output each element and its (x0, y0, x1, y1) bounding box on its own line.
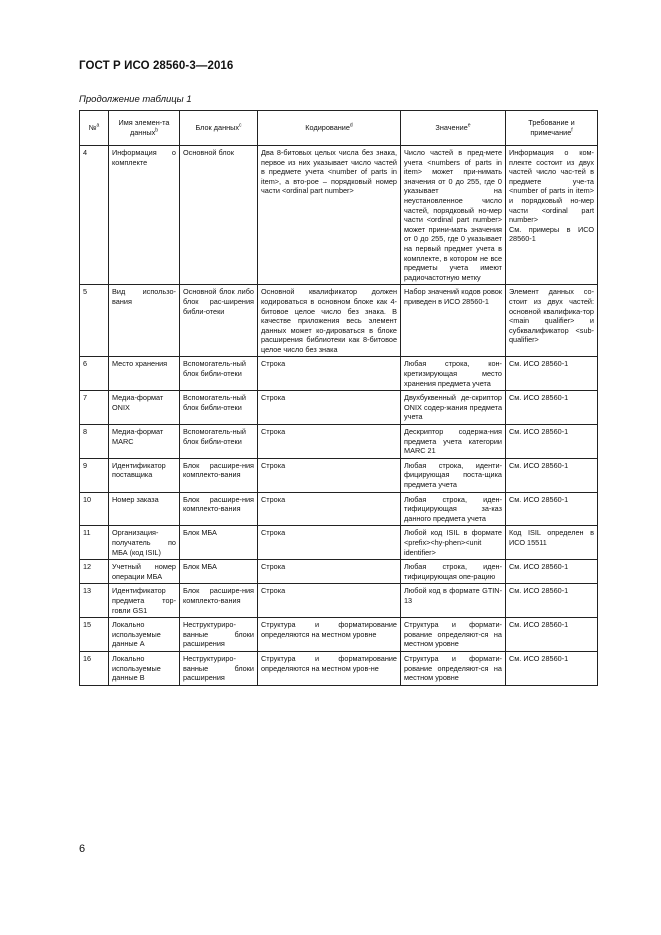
table-row (80, 526, 598, 560)
element-name-cell: Локально используемые данные В (109, 651, 180, 685)
encoding-cell: Строка (258, 357, 401, 391)
row-number-cell: 16 (80, 651, 109, 685)
note-cell: Код ISIL определен в ИСО 15511 (506, 526, 598, 560)
table-row (80, 560, 598, 584)
element-name-cell: Идентификатор предмета тор-говли GS1 (109, 584, 180, 618)
encoding-cell: Строка (258, 458, 401, 492)
table-row (80, 584, 598, 618)
note-cell: См. ИСО 28560-1 (506, 492, 598, 526)
row-number-cell: 9 (80, 458, 109, 492)
table-body (80, 146, 598, 686)
encoding-cell: Два 8-битовых целых числа без знака, первое из них указывает число частей в предмете учета <number of parts in item>, а вто-рое – порядковый номер части <ordinal part number> (258, 146, 401, 285)
data-block-cell: Неструктуриро-ванные блоки расширения (180, 651, 258, 685)
data-block-cell: Основной блок либо блок рас-ширения библи-отеки (180, 285, 258, 357)
value-cell: Любая строка, иденти-фицирующая поста-щика предмета учета (401, 458, 506, 492)
row-number-cell: 11 (80, 526, 109, 560)
encoding-cell: Строка (258, 391, 401, 425)
value-cell: Структура и формати-рование определяют-ся на местном уровне (401, 618, 506, 652)
data-block-cell: Неструктуриро-ванные блоки расширения (180, 618, 258, 652)
note-cell (506, 146, 598, 285)
row-number-cell: 6 (80, 357, 109, 391)
page-number: 6 (79, 843, 86, 855)
value-cell: Структура и формати-рование определяют-ся на местном уровне (401, 651, 506, 685)
note-cell: См. ИСО 28560-1 (506, 357, 598, 391)
element-name-cell: Идентификатор поставщика (109, 458, 180, 492)
note-cell: См. ИСО 28560-1 (506, 560, 598, 584)
row-number-cell: 12 (80, 560, 109, 584)
encoding-cell: Строка (258, 425, 401, 459)
element-name-cell: Вид использо-вания (109, 285, 180, 357)
table-row (80, 618, 598, 652)
element-name-cell: Локально используемые данные А (109, 618, 180, 652)
table-row (80, 285, 598, 357)
data-block-cell: Блок МБА (180, 526, 258, 560)
row-number-cell: 5 (80, 285, 109, 357)
value-cell: Любой код в формате GTIN-13 (401, 584, 506, 618)
value-cell: Любая строка, иден-тифицирующая за-каз данного предмета учета (401, 492, 506, 526)
column-header-requirement-note: Требование и примечание$^f$ (506, 111, 598, 146)
table-row (80, 425, 598, 459)
element-name-cell: Организация-получатель по МБА (код ISIL) (109, 526, 180, 560)
element-name-cell: Информация о комплекте (109, 146, 180, 285)
table-row (80, 357, 598, 391)
column-header-element-name: Имя элемен-та данных$^b$ (109, 111, 180, 146)
value-cell: Дескриптор содержа-ния предмета учета категории MARC 21 (401, 425, 506, 459)
table-row (80, 391, 598, 425)
data-block-cell: Вспомогатель-ный блок библи-отеки (180, 425, 258, 459)
value-cell: Любой код ISIL в формате <prefix><hy-phen><unit identifier> (401, 526, 506, 560)
note-cell: См. ИСО 28560-1 (506, 651, 598, 685)
encoding-cell: Строка (258, 584, 401, 618)
data-block-cell: Блок МБА (180, 560, 258, 584)
row-number-cell: 7 (80, 391, 109, 425)
note-cell: См. ИСО 28560-1 (506, 458, 598, 492)
column-header-encoding: Кодирование$^d$ (258, 111, 401, 146)
encoding-cell: Структура и форматирование определяются на местном уровне (258, 618, 401, 652)
data-block-cell: Вспомогатель-ный блок библи-отеки (180, 357, 258, 391)
encoding-cell: Строка (258, 526, 401, 560)
table-row (80, 492, 598, 526)
note-cell: См. ИСО 28560-1 (506, 618, 598, 652)
encoding-cell: Структура и форматирование определяются на местном уров-не (258, 651, 401, 685)
data-block-cell: Вспомогатель-ный блок библи-отеки (180, 391, 258, 425)
note-cell: См. ИСО 28560-1 (506, 425, 598, 459)
value-cell: Число частей в пред-мете учета <numbers of parts in item> может при-нимать значения от 0 до 255, где 0 указывает на неустановленное число частей, порядковый но-мер части <ordinal part number> может прини-мать значения от 0 до 255, где 0 указывает на первый предмет учета в комплекте, в котором не все предметы учета имеют радиочастотную метку (401, 146, 506, 285)
row-number-cell: 10 (80, 492, 109, 526)
row-number-cell: 4 (80, 146, 109, 285)
row-number-cell: 13 (80, 584, 109, 618)
value-cell: Любая строка, кон-кретизирующая место хранения предмета учета (401, 357, 506, 391)
encoding-cell: Строка (258, 492, 401, 526)
element-name-cell: Медиа-формат MARC (109, 425, 180, 459)
data-block-cell: Блок расшире-ния комплекто-вания (180, 458, 258, 492)
element-name-cell: Учетный номер операции МБА (109, 560, 180, 584)
note-cell: См. ИСО 28560-1 (506, 391, 598, 425)
value-cell: Двухбуквенный де-скриптор ONIX содер-жания предмета учета (401, 391, 506, 425)
table-row (80, 458, 598, 492)
column-header-number: №$^a$ (80, 111, 109, 146)
table-header-row (80, 111, 598, 146)
row-number-cell: 15 (80, 618, 109, 652)
encoding-cell: Основной квалификатор должен кодироваться в основном блоке как 4-битовое целое число без знака. В качестве приложения весь элемент данных может ко-дироваться в блоке расширения библиотеки как 8-битовое целое число без знака (258, 285, 401, 357)
element-name-cell: Номер заказа (109, 492, 180, 526)
encoding-cell: Строка (258, 560, 401, 584)
data-block-cell: Блок расшире-ния комплекто-вания (180, 492, 258, 526)
value-cell: Любая строка, иден-тифицирующая опе-рацию (401, 560, 506, 584)
table-row (80, 651, 598, 685)
row-number-cell: 8 (80, 425, 109, 459)
table-row (80, 146, 598, 285)
note-cell: См. ИСО 28560-1 (506, 584, 598, 618)
data-elements-table (79, 110, 598, 686)
column-header-value: Значение$^e$ (401, 111, 506, 146)
column-header-data-block: Блок данных$^c$ (180, 111, 258, 146)
note-line: Информация о ком-плекте состоит из двух частей число час-тей в предмете уче-та <number of parts in item> и порядковый но-мер части <ordinal part number> (509, 148, 594, 225)
document-title: ГОСТ Р ИСО 28560-3—2016 (79, 60, 234, 72)
element-name-cell: Место хранения (109, 357, 180, 391)
value-cell: Набор значений кодов ровок приведен в ИСО 28560-1 (401, 285, 506, 357)
element-name-cell: Медиа-формат ONIX (109, 391, 180, 425)
table-caption: Продолжение таблицы 1 (79, 94, 192, 105)
data-block-cell: Блок расшире-ния комплекто-вания (180, 584, 258, 618)
data-block-cell: Основной блок (180, 146, 258, 285)
note-line: См. примеры в ИСО 28560-1 (509, 224, 594, 244)
note-cell: Элемент данных со-стоит из двух частей: основной квалифика-тор <main qualifier> и субквалификатор <sub-qualifier> (506, 285, 598, 357)
